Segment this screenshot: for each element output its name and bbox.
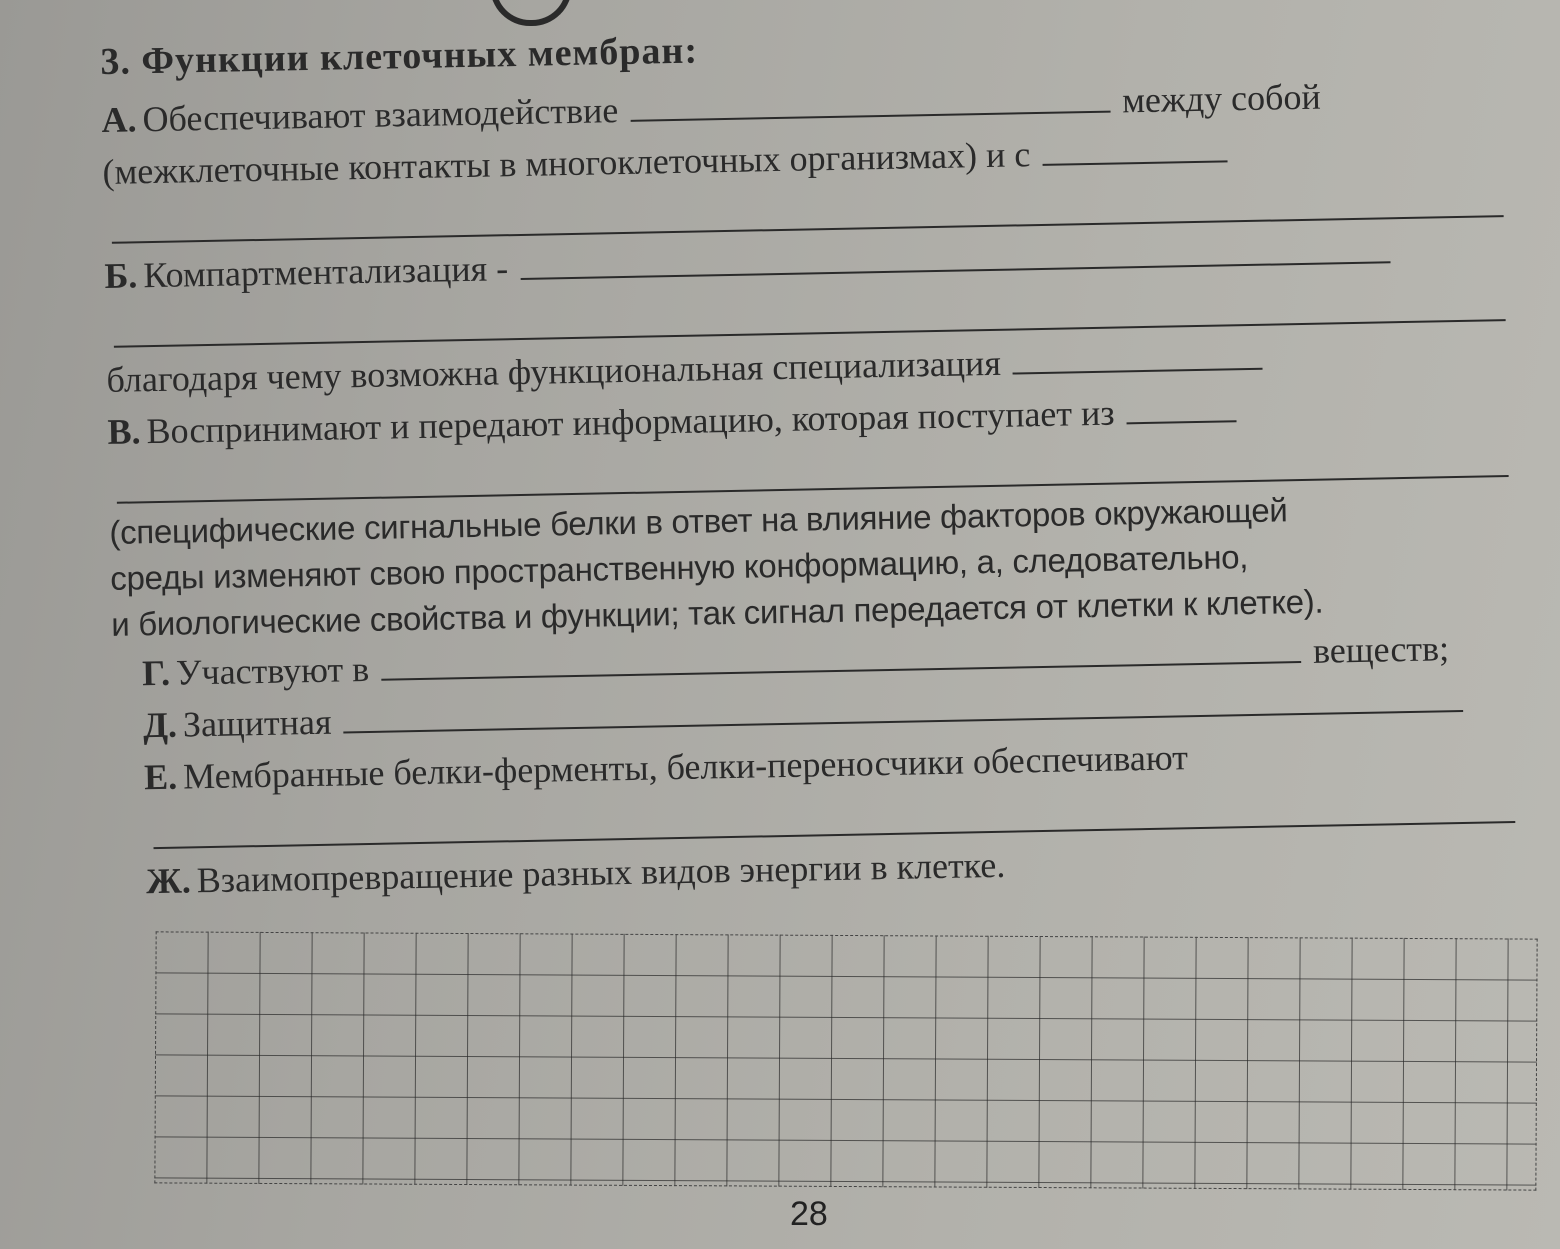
item-g-blank[interactable] xyxy=(381,659,1301,681)
item-zh-text: Взаимопревращение разных видов энергии в клетке. xyxy=(196,844,1006,901)
item-v-note-1: (специфические сигнальные белки в ответ на влияние факторов окружающей xyxy=(109,491,1288,551)
item-v-blank-1[interactable] xyxy=(1127,418,1237,424)
item-g-text: Участвуют в xyxy=(175,648,370,693)
item-a-text: Обеспечивают взаимодействие xyxy=(142,90,619,140)
item-b-label: Б. xyxy=(104,255,138,296)
answer-grid[interactable] xyxy=(154,931,1537,1190)
item-b-blank-3[interactable] xyxy=(1013,366,1263,375)
item-zh-label: Ж. xyxy=(145,860,192,902)
item-b-text: Компартментализация - xyxy=(142,248,509,296)
item-v-note-2: среды изменяют свою пространственную конформацию, а, следовательно, xyxy=(109,538,1249,597)
item-e-text: Мембранные белки-ферменты, белки-переносчики обеспечивают xyxy=(182,737,1189,797)
item-v-label: В. xyxy=(107,411,141,452)
item-d-label: Д. xyxy=(142,704,178,746)
item-a-label: А. xyxy=(101,99,137,140)
page-number: 28 xyxy=(790,1195,828,1233)
exercise-block xyxy=(100,13,1516,908)
item-b-blank-1[interactable] xyxy=(520,259,1390,280)
exercise-title: 3. Функции клеточных мембран: xyxy=(100,29,699,83)
item-a-blank-1[interactable] xyxy=(630,109,1110,122)
item-d-text: Защитная xyxy=(182,701,332,745)
item-a-line2-text: (межклеточные контакты в многоклеточных организмах) и с xyxy=(102,134,1031,192)
item-g-after: веществ; xyxy=(1312,628,1450,671)
item-e-label: Е. xyxy=(143,756,178,798)
item-v-note-3: и биологические свойства и функции; так сигнал передается от клетки к клетке). xyxy=(110,582,1324,643)
decorative-shape xyxy=(490,0,572,26)
item-a-after: между собой xyxy=(1121,76,1322,121)
item-b-line3-text: благодаря чему возможна функциональная специализация xyxy=(106,342,1002,400)
item-g-label: Г. xyxy=(141,652,171,694)
item-v-text: Воспринимают и передают информацию, которая поступает из xyxy=(146,392,1115,452)
item-a-blank-2[interactable] xyxy=(1042,158,1227,166)
